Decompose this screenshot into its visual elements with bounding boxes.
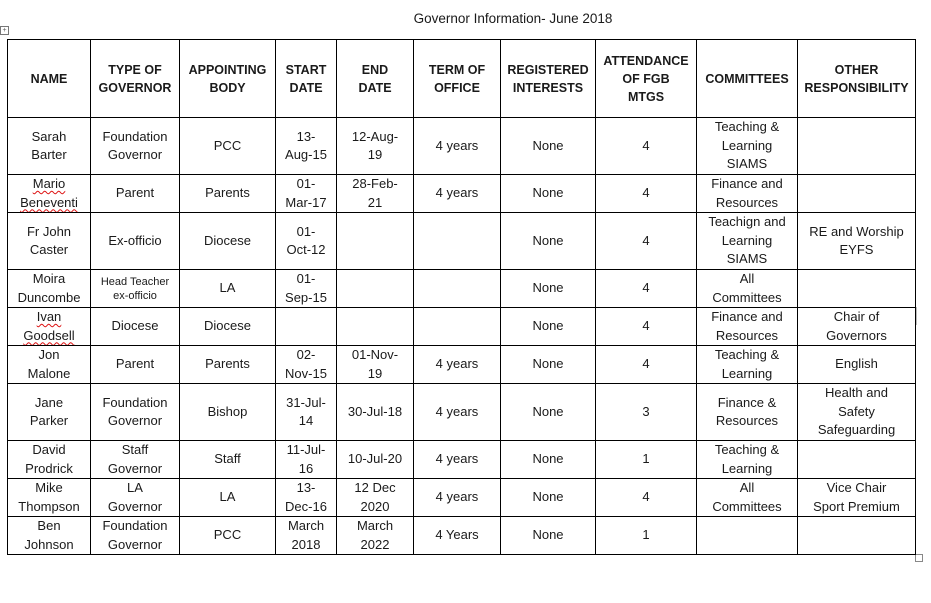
header-interests: REGISTERED INTERESTS <box>501 40 596 118</box>
header-row <box>8 40 916 118</box>
cell-start: 01- Oct-12 <box>276 213 337 270</box>
cell-committees: Teaching & Learning SIAMS <box>697 118 798 175</box>
table-row <box>8 479 916 517</box>
cell-name: Fr John Caster <box>8 213 91 270</box>
cell-other: Health and Safety Safeguarding <box>798 384 916 441</box>
governor-table <box>7 39 916 555</box>
cell-interests: None <box>501 270 596 308</box>
cell-type: Foundation Governor <box>91 384 180 441</box>
cell-end <box>337 270 414 308</box>
cell-term: 4 years <box>414 479 501 517</box>
table-row <box>8 118 916 175</box>
cell-name: Ben Johnson <box>8 517 91 555</box>
cell-interests: None <box>501 517 596 555</box>
cell-type: Staff Governor <box>91 441 180 479</box>
cell-committees: Teaching & Learning <box>697 441 798 479</box>
cell-interests: None <box>501 441 596 479</box>
table-row <box>8 308 916 346</box>
cell-end: 28-Feb- 21 <box>337 175 414 213</box>
cell-attendance: 4 <box>596 479 697 517</box>
table-row <box>8 441 916 479</box>
cell-body: LA <box>180 479 276 517</box>
cell-interests: None <box>501 384 596 441</box>
cell-attendance: 4 <box>596 270 697 308</box>
cell-type: Foundation Governor <box>91 118 180 175</box>
cell-body: Diocese <box>180 308 276 346</box>
cell-term <box>414 308 501 346</box>
cell-start: 02- Nov-15 <box>276 346 337 384</box>
cell-interests: None <box>501 118 596 175</box>
cell-term <box>414 270 501 308</box>
cell-end: 12 Dec 2020 <box>337 479 414 517</box>
cell-body: Diocese <box>180 213 276 270</box>
cell-body: Bishop <box>180 384 276 441</box>
cell-start: 13- Aug-15 <box>276 118 337 175</box>
cell-interests: None <box>501 346 596 384</box>
cell-committees: Teachign and Learning SIAMS <box>697 213 798 270</box>
cell-other: RE and Worship EYFS <box>798 213 916 270</box>
header-appointing-body: APPOINTING BODY <box>180 40 276 118</box>
cell-committees: Teaching & Learning <box>697 346 798 384</box>
cell-end <box>337 308 414 346</box>
cell-name: Moira Duncombe <box>8 270 91 308</box>
cell-name: Jane Parker <box>8 384 91 441</box>
cell-committees: Finance & Resources <box>697 384 798 441</box>
cell-term: 4 years <box>414 118 501 175</box>
cell-start: March 2018 <box>276 517 337 555</box>
cell-name: David Prodrick <box>8 441 91 479</box>
cell-end: March 2022 <box>337 517 414 555</box>
cell-end: 12-Aug- 19 <box>337 118 414 175</box>
table-resize-handle-icon[interactable] <box>915 554 923 562</box>
cell-other: Chair of Governors <box>798 308 916 346</box>
cell-type: Diocese <box>91 308 180 346</box>
cell-other: Vice Chair Sport Premium <box>798 479 916 517</box>
cell-other <box>798 517 916 555</box>
cell-end: 10-Jul-20 <box>337 441 414 479</box>
cell-other <box>798 270 916 308</box>
cell-start: 11-Jul- 16 <box>276 441 337 479</box>
header-type: TYPE OF GOVERNOR <box>91 40 180 118</box>
cell-attendance: 4 <box>596 213 697 270</box>
cell-start: 13- Dec-16 <box>276 479 337 517</box>
cell-end: 30-Jul-18 <box>337 384 414 441</box>
cell-attendance: 4 <box>596 118 697 175</box>
cell-attendance: 4 <box>596 346 697 384</box>
cell-name: Ivan Goodsell <box>8 308 91 346</box>
cell-type: Parent <box>91 346 180 384</box>
cell-end: 01-Nov- 19 <box>337 346 414 384</box>
header-attendance: ATTENDANCE OF FGB MTGS <box>596 40 697 118</box>
cell-interests: None <box>501 308 596 346</box>
cell-interests: None <box>501 213 596 270</box>
cell-type: Ex-officio <box>91 213 180 270</box>
cell-other <box>798 441 916 479</box>
cell-attendance: 4 <box>596 308 697 346</box>
cell-body: PCC <box>180 118 276 175</box>
cell-committees <box>697 517 798 555</box>
cell-body: LA <box>180 270 276 308</box>
cell-type: Head Teacher ex-officio <box>91 270 180 308</box>
cell-name: Mike Thompson <box>8 479 91 517</box>
cell-other <box>798 118 916 175</box>
cell-committees: Finance and Resources <box>697 308 798 346</box>
table-row <box>8 384 916 441</box>
table-row <box>8 175 916 213</box>
cell-committees: All Committees <box>697 479 798 517</box>
header-end-date: END DATE <box>337 40 414 118</box>
cell-other <box>798 175 916 213</box>
cell-term: 4 years <box>414 175 501 213</box>
table-move-handle-icon[interactable]: + <box>0 26 9 35</box>
cell-attendance: 1 <box>596 517 697 555</box>
document-title: Governor Information- June 2018 <box>413 11 613 26</box>
cell-body: Staff <box>180 441 276 479</box>
cell-end <box>337 213 414 270</box>
cell-body: Parents <box>180 175 276 213</box>
cell-start: 01- Mar-17 <box>276 175 337 213</box>
cell-term: 4 years <box>414 346 501 384</box>
header-start-date: START DATE <box>276 40 337 118</box>
cell-term: 4 years <box>414 384 501 441</box>
cell-interests: None <box>501 479 596 517</box>
cell-attendance: 3 <box>596 384 697 441</box>
cell-body: PCC <box>180 517 276 555</box>
table-row <box>8 517 916 555</box>
header-term: TERM OF OFFICE <box>414 40 501 118</box>
header-committees: COMMITTEES <box>697 40 798 118</box>
cell-term <box>414 213 501 270</box>
cell-name: Jon Malone <box>8 346 91 384</box>
cell-attendance: 1 <box>596 441 697 479</box>
cell-start <box>276 308 337 346</box>
cell-committees: Finance and Resources <box>697 175 798 213</box>
cell-body: Parents <box>180 346 276 384</box>
cell-attendance: 4 <box>596 175 697 213</box>
cell-interests: None <box>501 175 596 213</box>
cell-term: 4 years <box>414 441 501 479</box>
cell-type: Parent <box>91 175 180 213</box>
cell-committees: All Committees <box>697 270 798 308</box>
table-row <box>8 213 916 270</box>
cell-type: Foundation Governor <box>91 517 180 555</box>
cell-type: LA Governor <box>91 479 180 517</box>
header-other: OTHER RESPONSIBILITY <box>798 40 916 118</box>
cell-term: 4 Years <box>414 517 501 555</box>
cell-start: 01- Sep-15 <box>276 270 337 308</box>
table-edge-marker <box>916 307 917 325</box>
header-name: NAME <box>8 40 91 118</box>
cell-name: Sarah Barter <box>8 118 91 175</box>
cell-other: English <box>798 346 916 384</box>
table-row <box>8 270 916 308</box>
cell-start: 31-Jul- 14 <box>276 384 337 441</box>
cell-name: Mario Beneventi <box>8 175 91 213</box>
table-row <box>8 346 916 384</box>
